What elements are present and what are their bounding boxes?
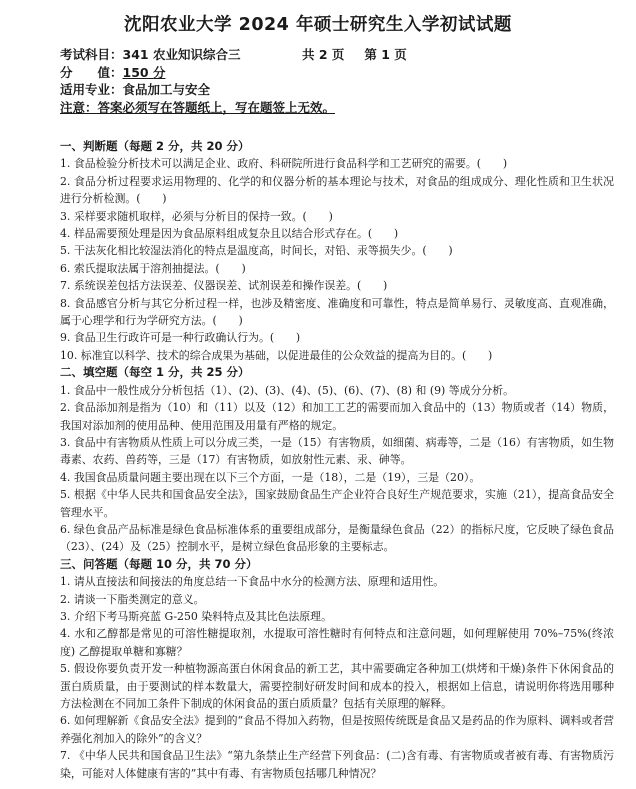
question-item: 1. 请从直接法和间接法的角度总结一下食品中水分的检测方法、原理和适用性。 — [60, 575, 445, 589]
question-item: 2. 食品分析过程要求运用物理的、化学的和仪器分析的基本理论与技术，对食品的组成成分、理化性质和卫生状况进行分析检测。( ) — [60, 174, 614, 206]
question-item: 1. 食品检验分析技术可以满足企业、政府、科研院所进行食品科学和工艺研究的需要。( ) — [60, 157, 508, 171]
notice-row — [60, 99, 614, 117]
question-item: 7. 系统误差包括方法误差、仪器误差、试剂误差和操作误差。( ) — [60, 279, 388, 293]
question-item: 5. 根据《中华人民共和国食品安全法》，国家鼓励食品生产企业符合良好生产规范要求，实施（21），提高食品安全管理水平。 — [60, 488, 614, 519]
question-item: 8. 食品感官分析与其它分析过程一样，也涉及精密度、准确度和可靠性，特点是简单易行、灵敏度高、直观准确，属于心理学和行为学研究方法。( ) — [60, 296, 614, 328]
page-info — [302, 46, 407, 64]
current-page: 第 1 页 — [364, 47, 407, 62]
subject-value: 341 农业知识综合三 — [122, 47, 241, 62]
question-item: 9. 食品卫生行政许可是一种行政确认行为。( ) — [60, 331, 301, 345]
question-item: 4. 我国食品质量问题主要出现在以下三个方面，一是（18），二是（19），三是（20）。 — [60, 470, 481, 484]
section-heading-fill-blank: 二、填空题（每空 1 分，共 25 分） — [60, 365, 250, 380]
question-item: 5. 假设你要负责开发一种植物源高蛋白休闲食品的新工艺，其中需要确定各种加工(烘烤和干燥)条件下休闲食品的蛋白质质量，由于要测试的样本数量大，需要控制好研发时间和成本的投入，根据如上信息，请说明你将选用哪种方法检测在不同加工条件下制成的休闲食品的蛋白质质量？包括有关原理的解释。 — [60, 662, 614, 710]
major-value: 食品加工与安全 — [122, 82, 211, 97]
major-label: 适用专业： — [60, 82, 123, 97]
major-row — [60, 81, 614, 99]
score-label: 分 值： — [60, 64, 123, 80]
subject-label: 考试科目： — [60, 47, 123, 62]
exam-body — [60, 138, 614, 782]
question-item: 3. 介绍下考马斯亮蓝 G-250 染料特点及其比色法原理。 — [60, 609, 332, 623]
score-row — [60, 64, 614, 82]
question-item: 3. 食品中有害物质从性质上可以分成三类，一是（15）有害物质，如细菌、病毒等，二是（16）有害物质，如生物毒素、农药、兽药等，三是（17）有害物质，如放射性元素、汞、砷等。 — [60, 435, 614, 467]
question-item: 5. 干法灰化相比较湿法消化的特点是温度高，时间长，对铅、汞等损失少。( ) — [60, 244, 453, 258]
section-heading-true-false: 一、判断题（每题 2 分，共 20 分） — [60, 139, 250, 153]
question-item: 7. 《中华人民共和国食品卫生法》“第九条禁止生产经营下列食品：(二)含有毒、有害物质或者被有毒、有害物质污染，可能对人体健康有害的”其中有毒、有害物质包括哪几种情况？ — [60, 749, 614, 780]
question-item: 2. 食品添加剂是指为（10）和（11）以及（12）和加工工艺的需要而加入食品中的（13）物质或者（14）物质，我国对添加剂的使用品种、使用范围及用量有严格的规定。 — [60, 401, 614, 432]
question-item: 4. 水和乙醇都是常见的可溶性糖提取剂，水提取可溶性糖时有何特点和注意问题，如何理解使用 70%–75%(终浓度) 乙醇提取单糖和寡糖？ — [60, 627, 614, 658]
question-item: 2. 请谈一下脂类测定的意义。 — [60, 592, 205, 606]
section-heading-short-answer: 三、问答题（每题 10 分，共 70 分） — [60, 556, 258, 571]
score-value: 150 分 — [122, 64, 166, 80]
answer-notice: 注意：答案必须写在答题纸上，写在题签上无效。 — [60, 99, 336, 115]
question-item: 6. 索氏提取法属于溶剂抽提法。( ) — [60, 261, 246, 275]
question-item: 3. 采样要求随机取样，必须与分析目的保持一致。( ) — [60, 209, 333, 223]
question-item: 6. 如何理解新《食品安全法》提到的“食品不得加入药物，但是按照传统既是食品又是药品的作为原料、调料或者营养强化剂加入的除外”的含义？ — [60, 714, 614, 745]
total-pages: 共 2 页 — [302, 47, 345, 62]
question-item: 6. 绿色食品产品标准是绿色食品标准体系的重要组成部分，是衡量绿色食品（22）的指标尺度，它反映了绿色食品（23）、(24）及（25）控制水平，是树立绿色食品形象的主要标志。 — [60, 522, 614, 554]
question-item: 10. 标准宜以科学、技术的综合成果为基础，以促进最佳的公众效益的提高为目的。( ) — [60, 348, 493, 362]
exam-title: 沈阳农业大学 2024 年硕士研究生入学初试试题 — [124, 15, 512, 35]
exam-meta — [60, 46, 614, 116]
question-item: 4. 样品需要预处理是因为食品原料组成复杂且以结合形式存在。( ) — [60, 227, 399, 241]
subject-row — [60, 46, 614, 64]
question-item: 1. 食品中一般性成分分析包括（1）、(2)、(3)、(4)、(5)、(6)、(7)、(8) 和 (9) 等成分分析。 — [60, 383, 515, 397]
